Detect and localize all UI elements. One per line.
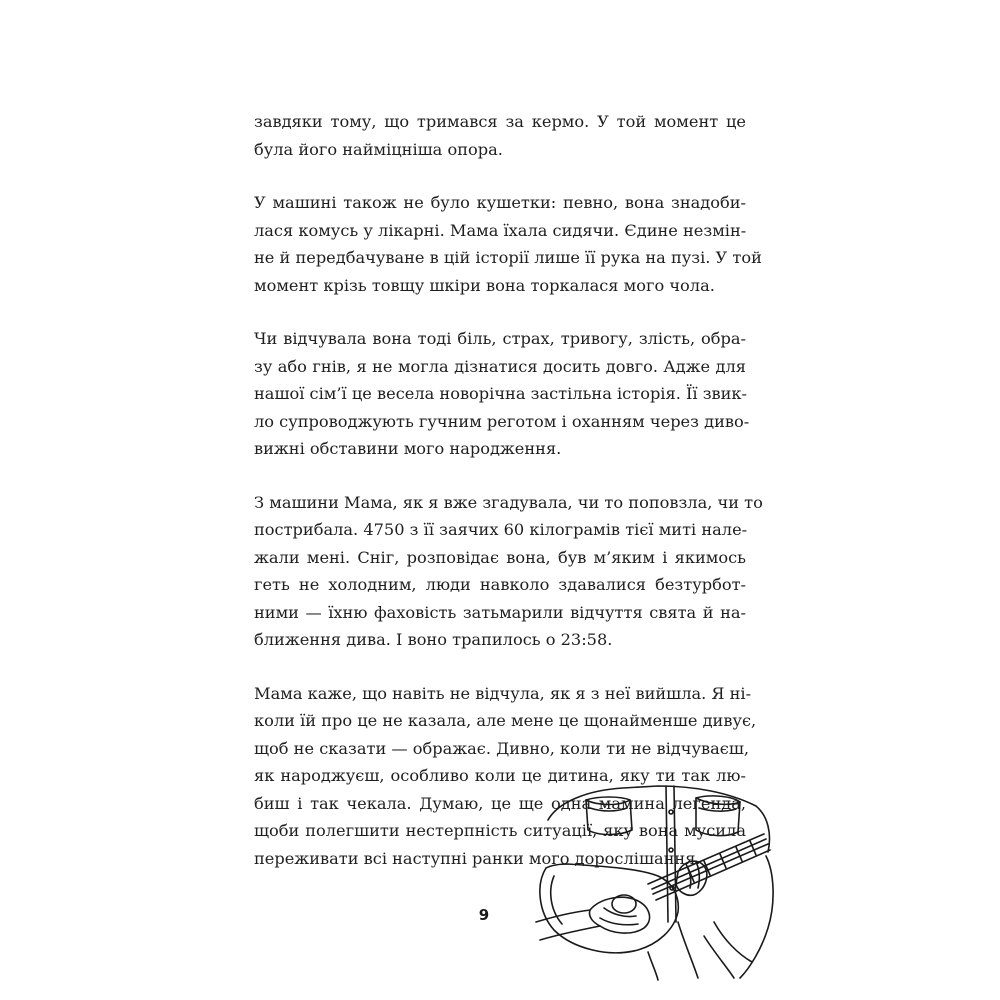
text-line: нашої сім’ї це весела новорічна застільна історія. Її звик- <box>254 384 748 403</box>
text-line: вижні обставини мого народження. <box>254 439 562 458</box>
text-line: переживати всі наступні ранки мого дорослішання. <box>254 848 701 868</box>
text-line: пострибала. 4750 з її заячих 60 кілограмів тієї миті нале- <box>254 520 748 539</box>
text-line: ло супроводжують гучним реготом і оханням через диво- <box>254 411 750 431</box>
paragraph-2 <box>254 189 762 299</box>
text-line: ближення дива. І воно трапилось о 23:58. <box>254 630 613 649</box>
text-line: У машині також не було кушетки: певно, вона знадоби- <box>254 193 746 212</box>
guitar-player-illustration <box>528 772 790 982</box>
text-line: зу або гнів, я не могла дізнатися досить довго. Адже для <box>254 356 746 376</box>
text-line: биш і так чекала. Думаю, це ще одна мамина легенда, <box>254 793 746 813</box>
text-line: коли їй про це не казала, але мене це щонайменше дивує, <box>254 711 757 730</box>
paragraph-4 <box>254 489 763 654</box>
text-line: не й передбачуване в цій історії лише її рука на пузі. У той <box>254 248 762 267</box>
text-line: щоби полегшити нестерпність ситуації, яку вона мусила <box>254 821 746 840</box>
page-number: 9 <box>478 906 490 924</box>
text-line: З машини Мама, як я вже згадувала, чи то поповзла, чи то <box>254 492 763 512</box>
text-line: ними — їхню фаховість затьмарили відчуття свята й на- <box>254 602 746 622</box>
text-line: лася комусь у лікарні. Мама їхала сидячи. Єдине незмін- <box>254 220 747 240</box>
text-line: жали мені. Сніг, розповідає вона, був м’яким і якимось <box>254 547 746 567</box>
text-line: Мама каже, що навіть не відчула, як я з неї вийшла. Я ні- <box>254 683 752 703</box>
text-line: була його найміцніша опора. <box>254 139 503 159</box>
text-line: завдяки тому, що тримався за кермо. У той момент це <box>254 112 746 131</box>
text-line: як народжуєш, особливо коли це дитина, яку ти так лю- <box>254 766 746 785</box>
text-line: Чи відчувала вона тоді біль, страх, тривогу, злість, обра- <box>254 329 746 348</box>
paragraph-1 <box>254 108 746 163</box>
paragraph-3 <box>254 325 750 463</box>
text-line: момент крізь товщу шкіри вона торкалася мого чола. <box>254 275 715 295</box>
text-line: щоб не сказати — ображає. Дивно, коли ти не відчуваєш, <box>254 738 750 758</box>
text-line: геть не холодним, люди навколо здавалися безтурбот- <box>254 575 746 594</box>
